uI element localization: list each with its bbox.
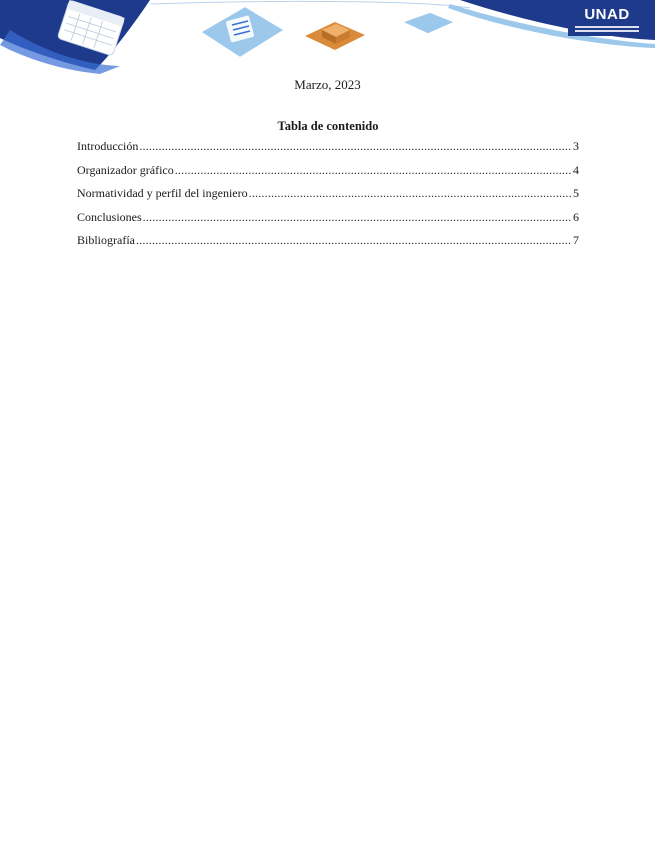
toc-entry-label: Normatividad y perfil del ingeniero: [77, 186, 248, 200]
toc-dot-leader: [136, 233, 572, 248]
toc-dot-leader: [249, 186, 572, 201]
toc-entry[interactable]: [77, 139, 579, 163]
toc-dot-leader: [143, 210, 572, 225]
toc-entry-page: 5: [573, 186, 579, 200]
toc-entry-label: Conclusiones: [77, 209, 142, 224]
toc-entry-page: 6: [573, 209, 579, 224]
logo-subtitle-lines: [572, 24, 642, 34]
toc-entry[interactable]: [77, 186, 579, 210]
curve-line: [150, 1, 470, 8]
table-of-contents: [77, 119, 579, 257]
unad-logo: UNAD: [584, 6, 630, 23]
toc-entry[interactable]: [77, 210, 579, 234]
header-banner: [0, 0, 655, 78]
toc-entry-page: 3: [573, 139, 579, 153]
toc-entry-label: Introducción: [77, 139, 139, 153]
toc-entry-page: 7: [573, 233, 579, 247]
toc-dot-leader: [175, 163, 572, 178]
document-date: Marzo, 2023: [294, 77, 361, 92]
clipboard-icon: [200, 6, 285, 58]
header-graphic: [0, 0, 655, 78]
toc-entry-label: Bibliografía: [77, 233, 135, 247]
toc-title: Tabla de contenido: [277, 119, 379, 133]
toc-dot-leader: [139, 139, 572, 154]
toc-entry[interactable]: [77, 163, 579, 187]
box-icon: [305, 22, 365, 50]
toc-entry-label: Organizador gráfico: [77, 162, 174, 177]
toc-entry[interactable]: [77, 233, 579, 257]
diamond-icon: [402, 12, 455, 34]
toc-entry-page: 4: [573, 162, 579, 177]
